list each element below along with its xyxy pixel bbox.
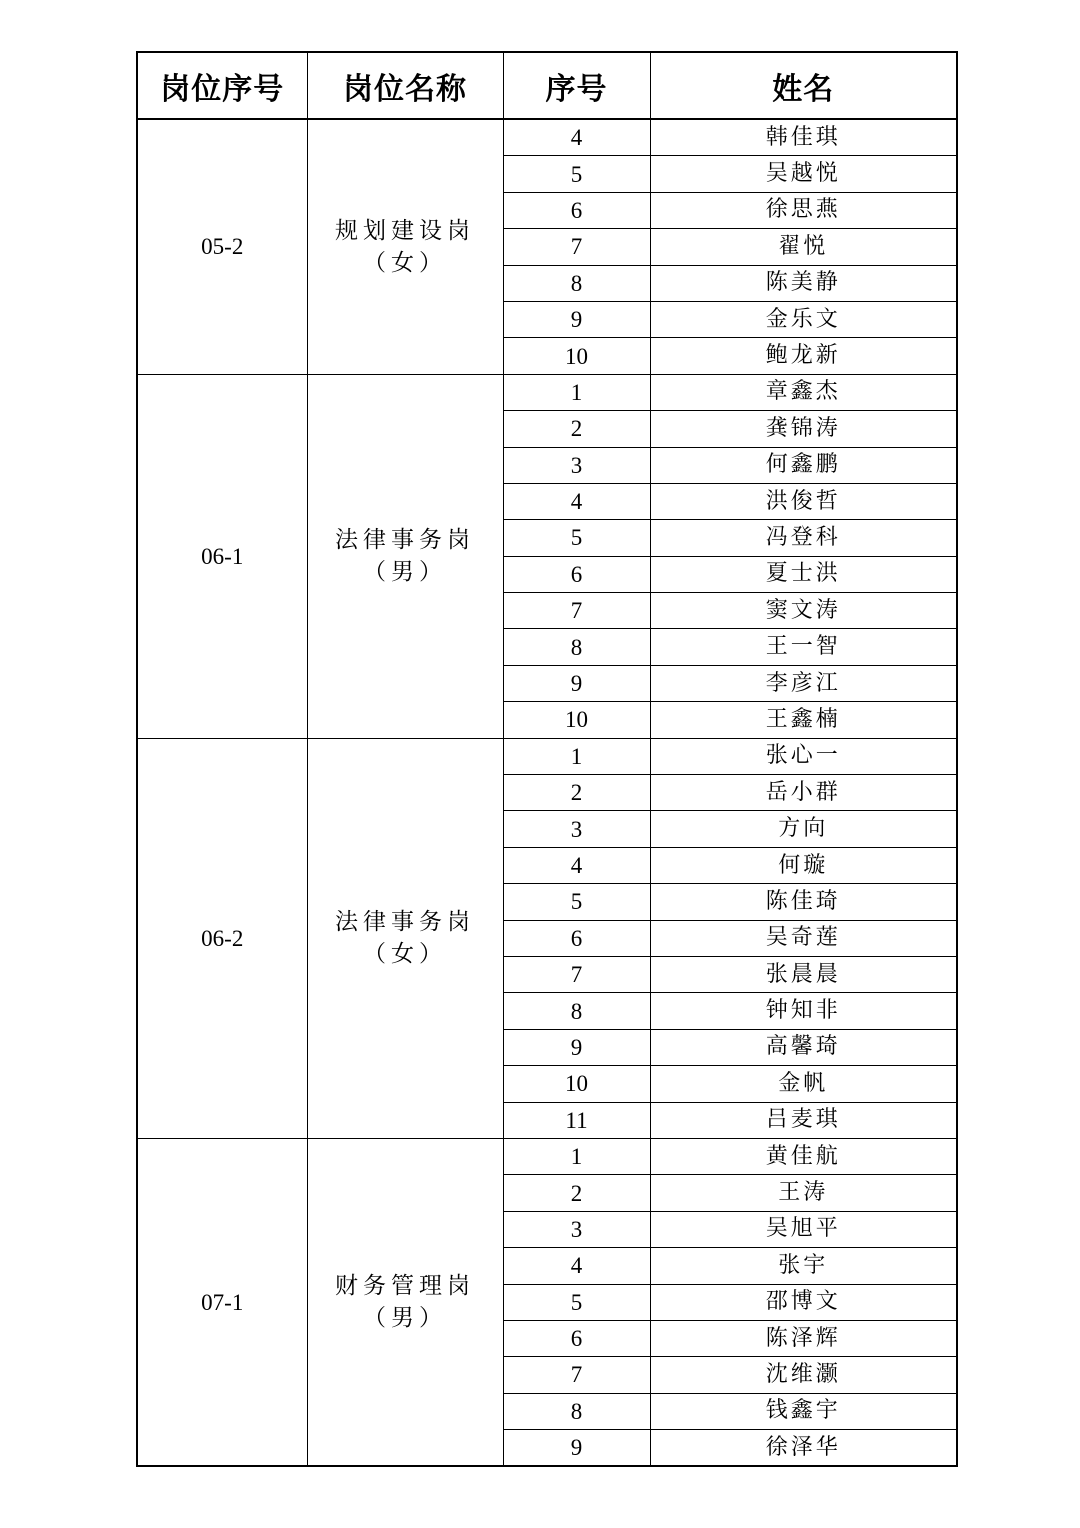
seq-no-cell: 8 (503, 1393, 650, 1429)
person-name-cell: 韩佳琪 (650, 119, 957, 156)
person-name-cell: 钱鑫宇 (650, 1393, 957, 1429)
person-name-cell: 王鑫楠 (650, 702, 957, 738)
person-name-cell: 吴越悦 (650, 156, 957, 192)
seq-no-cell: 3 (503, 811, 650, 847)
person-name-cell: 龚锦涛 (650, 411, 957, 447)
person-name-cell: 窦文涛 (650, 593, 957, 629)
table-row (137, 738, 957, 774)
person-name-cell: 李彦江 (650, 665, 957, 701)
seq-no-cell: 10 (503, 702, 650, 738)
person-name-cell: 冯登科 (650, 520, 957, 556)
seq-no-cell: 6 (503, 192, 650, 228)
person-name-cell: 章鑫杰 (650, 374, 957, 410)
person-name-cell: 王一智 (650, 629, 957, 665)
seq-no-cell: 7 (503, 229, 650, 265)
seq-no-cell: 5 (503, 884, 650, 920)
person-name-cell: 王涛 (650, 1175, 957, 1211)
person-name-cell: 何鑫鹏 (650, 447, 957, 483)
person-name-cell: 张宇 (650, 1248, 957, 1284)
post-title: 规划建设岗 (335, 217, 475, 244)
person-name-cell: 吴旭平 (650, 1211, 957, 1247)
seq-no-cell: 11 (503, 1102, 650, 1138)
seq-no-cell: 8 (503, 265, 650, 301)
table-row (137, 374, 957, 410)
person-name-cell: 吴奇莲 (650, 920, 957, 956)
seq-no-cell: 3 (503, 1211, 650, 1247)
seq-no-cell: 6 (503, 920, 650, 956)
seq-no-cell: 9 (503, 1029, 650, 1065)
person-name-cell: 岳小群 (650, 775, 957, 811)
person-name-cell: 方向 (650, 811, 957, 847)
post-name-cell (307, 738, 503, 1138)
post-gender: （女） (363, 941, 447, 968)
person-name-cell: 金乐文 (650, 301, 957, 337)
person-name-cell: 金帆 (650, 1066, 957, 1102)
seq-no-cell: 7 (503, 593, 650, 629)
person-name-cell: 陈泽辉 (650, 1320, 957, 1356)
person-name-cell: 陈美静 (650, 265, 957, 301)
post-gender: （女） (363, 249, 447, 276)
person-name-cell: 徐泽华 (650, 1430, 957, 1467)
seq-no-cell: 2 (503, 775, 650, 811)
roster-table (136, 51, 958, 1467)
seq-no-cell: 4 (503, 483, 650, 519)
seq-no-cell: 5 (503, 156, 650, 192)
seq-no-cell: 5 (503, 1284, 650, 1320)
post-name-cell (307, 1138, 503, 1466)
table-row (137, 1138, 957, 1174)
header-post-name: 岗位名称 (307, 52, 503, 119)
seq-no-cell: 10 (503, 1066, 650, 1102)
seq-no-cell: 5 (503, 520, 650, 556)
seq-no-cell: 9 (503, 1430, 650, 1467)
post-gender: （男） (363, 1305, 447, 1332)
seq-no-cell: 9 (503, 301, 650, 337)
seq-no-cell: 7 (503, 956, 650, 992)
header-person-name: 姓名 (650, 52, 957, 119)
seq-no-cell: 1 (503, 738, 650, 774)
post-title: 法律事务岗 (335, 909, 475, 936)
person-name-cell: 徐思燕 (650, 192, 957, 228)
seq-no-cell: 8 (503, 993, 650, 1029)
post-gender: （男） (363, 559, 447, 586)
header-seq-no: 序号 (503, 52, 650, 119)
seq-no-cell: 4 (503, 847, 650, 883)
seq-no-cell: 3 (503, 447, 650, 483)
person-name-cell: 吕麦琪 (650, 1102, 957, 1138)
person-name-cell: 夏士洪 (650, 556, 957, 592)
person-name-cell: 邵博文 (650, 1284, 957, 1320)
table-body (137, 119, 957, 1466)
person-name-cell: 洪俊哲 (650, 483, 957, 519)
table-row (137, 119, 957, 156)
person-name-cell: 翟悦 (650, 229, 957, 265)
person-name-cell: 张晨晨 (650, 956, 957, 992)
seq-no-cell: 9 (503, 665, 650, 701)
header-post-code: 岗位序号 (137, 52, 307, 119)
post-code-cell: 07-1 (137, 1138, 307, 1466)
seq-no-cell: 1 (503, 374, 650, 410)
person-name-cell: 鲍龙新 (650, 338, 957, 374)
seq-no-cell: 4 (503, 1248, 650, 1284)
seq-no-cell: 2 (503, 411, 650, 447)
person-name-cell: 高馨琦 (650, 1029, 957, 1065)
table-header (137, 52, 957, 119)
seq-no-cell: 6 (503, 556, 650, 592)
post-name-cell (307, 119, 503, 374)
seq-no-cell: 4 (503, 119, 650, 156)
person-name-cell: 张心一 (650, 738, 957, 774)
post-code-cell: 05-2 (137, 119, 307, 374)
person-name-cell: 何璇 (650, 847, 957, 883)
person-name-cell: 陈佳琦 (650, 884, 957, 920)
seq-no-cell: 8 (503, 629, 650, 665)
seq-no-cell: 2 (503, 1175, 650, 1211)
seq-no-cell: 10 (503, 338, 650, 374)
seq-no-cell: 7 (503, 1357, 650, 1393)
seq-no-cell: 1 (503, 1138, 650, 1174)
post-code-cell: 06-2 (137, 738, 307, 1138)
person-name-cell: 沈维灏 (650, 1357, 957, 1393)
post-name-cell (307, 374, 503, 738)
person-name-cell: 钟知非 (650, 993, 957, 1029)
post-code-cell: 06-1 (137, 374, 307, 738)
seq-no-cell: 6 (503, 1320, 650, 1356)
post-title: 财务管理岗 (335, 1273, 475, 1299)
post-title: 法律事务岗 (335, 527, 475, 553)
person-name-cell: 黄佳航 (650, 1138, 957, 1174)
